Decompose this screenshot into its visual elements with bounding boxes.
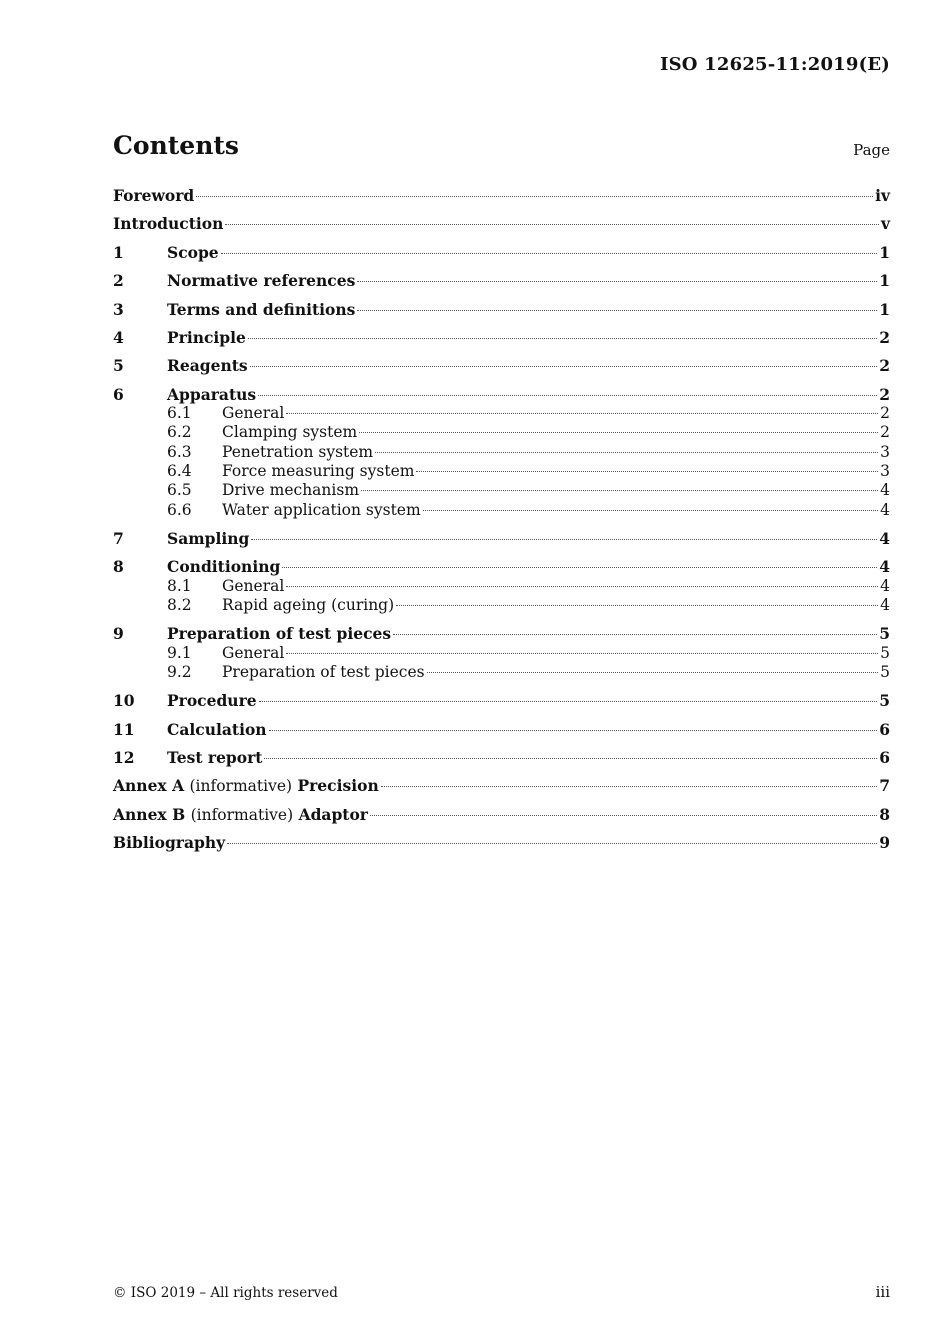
toc-entry[interactable]: [113, 243, 890, 262]
toc-subentry[interactable]: [113, 644, 890, 663]
page-title: Contents: [113, 131, 240, 160]
footer-page-number: iii: [875, 1283, 890, 1301]
dot-leader: [282, 567, 877, 568]
toc-entry-page: v: [880, 214, 890, 234]
toc-entry[interactable]: [113, 720, 890, 739]
toc-subentry[interactable]: [113, 423, 890, 442]
annex-title: Precision: [297, 776, 379, 796]
document-id: ISO 12625-11:2019(E): [659, 54, 890, 75]
annex-id: Annex A: [113, 776, 185, 796]
toc-entry-number: 11: [113, 719, 135, 739]
toc-entry-page: 4: [880, 500, 890, 519]
toc-entry-label: General: [222, 404, 285, 423]
toc-entry[interactable]: [113, 271, 890, 290]
toc-entry-number: 1: [113, 242, 124, 262]
toc-entry[interactable]: [113, 624, 890, 643]
toc-entry-page: 2: [879, 384, 890, 404]
toc-entry[interactable]: [113, 328, 890, 347]
toc-entry[interactable]: [113, 691, 890, 710]
toc-entry-number: 4: [113, 327, 124, 347]
toc-entry-number: 10: [113, 691, 135, 711]
toc-entry[interactable]: [113, 776, 890, 795]
dot-leader: [227, 843, 877, 844]
toc-entry-label: Principle: [167, 327, 246, 347]
dot-leader: [259, 701, 878, 702]
toc-entry-number: 6.4: [167, 461, 192, 480]
toc-entry-label: Preparation of test pieces: [222, 662, 425, 681]
dot-leader: [375, 452, 878, 453]
toc-entry-page: 3: [880, 442, 890, 461]
dot-leader: [359, 432, 878, 433]
toc-entry-page: 2: [880, 423, 890, 442]
toc-entry-label: [113, 776, 379, 796]
toc-entry-number: 8.2: [167, 595, 192, 614]
toc-entry-label: Sampling: [167, 528, 250, 548]
toc-entry-label: Conditioning: [167, 557, 281, 577]
toc-entry-page: 7: [879, 776, 890, 796]
toc-entry-label: Calculation: [167, 719, 267, 739]
toc-entry-label: Penetration system: [222, 442, 374, 461]
toc-entry-number: 2: [113, 271, 124, 291]
toc-entry-page: 4: [880, 595, 890, 614]
toc-entry-page: 5: [880, 662, 890, 681]
toc-subentry[interactable]: [113, 481, 890, 500]
toc-entry-label: Drive mechanism: [222, 481, 360, 500]
toc-entry[interactable]: [113, 748, 890, 767]
toc-entry[interactable]: [113, 557, 890, 576]
toc-entry[interactable]: [113, 385, 890, 404]
toc-entry-label: Bibliography: [113, 833, 226, 853]
toc-entry-page: 4: [880, 481, 890, 500]
toc-entry[interactable]: [113, 529, 890, 548]
toc-entry-page: 4: [879, 557, 890, 577]
toc-entry-label: Force measuring system: [222, 461, 415, 480]
toc-entry-number: 6: [113, 384, 124, 404]
toc-entry[interactable]: [113, 214, 890, 233]
annex-note: (informative): [189, 777, 293, 796]
dot-leader: [427, 672, 879, 673]
toc-subentry[interactable]: [113, 404, 890, 423]
toc-entry-page: 2: [879, 356, 890, 376]
toc-entry-label: Test report: [167, 748, 263, 768]
toc-entry-label: Terms and definitions: [167, 299, 356, 319]
toc-entry-label: Introduction: [113, 214, 224, 234]
dot-leader: [225, 224, 879, 225]
toc-subentry[interactable]: [113, 596, 890, 615]
annex-id: Annex B: [113, 804, 186, 824]
toc-entry[interactable]: [113, 833, 890, 852]
annex-note: (informative): [190, 805, 294, 824]
toc-entry-page: 5: [879, 691, 890, 711]
toc-entry-page: 1: [879, 242, 890, 262]
toc-entry-number: 12: [113, 748, 135, 768]
dot-leader: [370, 815, 877, 816]
dot-leader: [361, 490, 878, 491]
toc-entry-label: Scope: [167, 242, 219, 262]
toc-entry-page: 8: [879, 804, 890, 824]
toc-entry-page: 1: [879, 271, 890, 291]
toc-entry[interactable]: [113, 356, 890, 375]
page-column-label: Page: [853, 141, 890, 159]
toc-entry-number: 6.5: [167, 481, 192, 500]
annex-title: Adaptor: [298, 804, 368, 824]
toc-entry-page: 3: [880, 461, 890, 480]
toc-entry-number: 9.2: [167, 662, 192, 681]
dot-leader: [250, 366, 878, 367]
dot-leader: [393, 634, 877, 635]
toc-entry-label: Reagents: [167, 356, 248, 376]
dot-leader: [264, 758, 877, 759]
toc-entry-page: 4: [879, 528, 890, 548]
dot-leader: [381, 786, 877, 787]
toc-entry-number: 9.1: [167, 643, 192, 662]
toc-entry-number: 7: [113, 528, 124, 548]
toc-entry-number: 6.2: [167, 423, 192, 442]
toc-entry-label: [113, 805, 368, 825]
toc-entry-page: iv: [875, 186, 890, 205]
toc-entry-label: Rapid ageing (curing): [222, 595, 395, 614]
dot-leader: [357, 310, 877, 311]
toc-entry-page: 6: [879, 719, 890, 739]
dot-leader: [251, 539, 877, 540]
dot-leader: [416, 471, 878, 472]
toc-entry-number: 6.6: [167, 500, 192, 519]
dot-leader: [286, 413, 878, 414]
dot-leader: [196, 196, 873, 197]
toc-entry-label: General: [222, 643, 285, 662]
toc-entry-label: General: [222, 576, 285, 595]
footer-copyright: © ISO 2019 – All rights reserved: [113, 1285, 338, 1301]
dot-leader: [221, 253, 878, 254]
toc-entry-page: 2: [880, 404, 890, 423]
toc-subentry[interactable]: [113, 501, 890, 520]
toc-entry-label: Water application system: [222, 500, 421, 519]
toc-entry[interactable]: [113, 186, 890, 205]
dot-leader: [269, 730, 878, 731]
toc-entry-label: Apparatus: [167, 384, 257, 404]
dot-leader: [248, 338, 877, 339]
toc-entry-label: Normative references: [167, 271, 356, 291]
toc-entry-number: 8.1: [167, 576, 192, 595]
toc-entry-number: 6.3: [167, 442, 192, 461]
toc-entry-page: 5: [879, 624, 890, 644]
toc-entry-page: 6: [879, 748, 890, 768]
toc-subentry[interactable]: [113, 443, 890, 462]
dot-leader: [357, 281, 877, 282]
toc-entry-label: Foreword: [113, 186, 195, 205]
toc-entry-page: 5: [880, 643, 890, 662]
toc-entry-number: 6.1: [167, 404, 192, 423]
toc-entry-label: Procedure: [167, 691, 257, 711]
toc-subentry[interactable]: [113, 577, 890, 596]
toc-entry-page: 1: [879, 299, 890, 319]
dot-leader: [423, 510, 878, 511]
dot-leader: [286, 586, 878, 587]
toc-subentry[interactable]: [113, 462, 890, 481]
toc-entry[interactable]: [113, 805, 890, 824]
toc-entry-number: 5: [113, 356, 124, 376]
table-of-contents: [113, 186, 890, 853]
toc-entry-number: 9: [113, 624, 124, 644]
toc-subentry[interactable]: [113, 663, 890, 682]
toc-entry-label: Preparation of test pieces: [167, 624, 392, 644]
toc-entry-label: Clamping system: [222, 423, 358, 442]
toc-entry-page: 4: [880, 576, 890, 595]
toc-entry-number: 8: [113, 557, 124, 577]
toc-entry[interactable]: [113, 300, 890, 319]
toc-entry-page: 2: [879, 327, 890, 347]
dot-leader: [396, 605, 878, 606]
toc-entry-number: 3: [113, 299, 124, 319]
dot-leader: [258, 395, 877, 396]
dot-leader: [286, 653, 878, 654]
toc-entry-page: 9: [879, 833, 890, 853]
